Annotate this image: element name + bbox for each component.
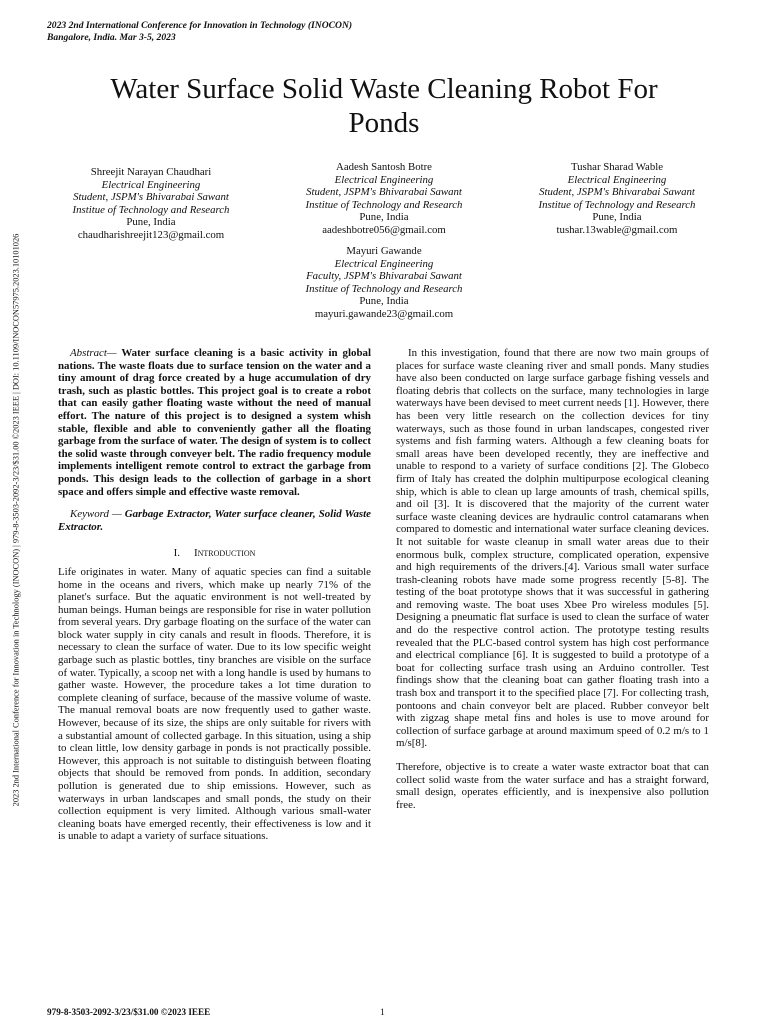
author-city: Pune, India: [359, 211, 409, 224]
section-title: Introduction: [193, 547, 256, 560]
author-affiliation: Student, JSPM's Bhivarabai Sawant: [539, 186, 695, 199]
author-institute: Institue of Technology and Research: [538, 198, 696, 211]
abstract-text: Water surface cleaning is a basic activity in global nations. The waste floats due to surface tension on the water and a tiny amount of drag force created by a huge accumulation of dry trash, such as plastic bottles. This project goal is to create a robot that can easily gather floating waste without the need of manual effort. The nature of this project is to designed a system whish stable, flexible and able to conveniently gather all the floating garbage from the surface of water. The design of system is to collect the solid waste through conveyer belt. The radio frequency module implements intelligent remote control to extract the garbage from ponds. This design leads to the collection of garbage in a short space and offers simple and effective waste removal.: [58, 347, 371, 498]
keywords-label: Keyword —: [70, 508, 122, 521]
author-institute: Institue of Technology and Research: [72, 203, 230, 216]
author-affiliation: Student, JSPM's Bhivarabai Sawant: [73, 191, 229, 204]
abstract-label: Abstract—: [70, 347, 117, 359]
author-email[interactable]: mayuri.gawande23@gmail.com: [314, 307, 454, 320]
side-identifier: [8, 200, 24, 840]
keywords-text: Garbage Extractor, Water surface cleaner, Solid Waste Extractor.: [58, 508, 371, 533]
keywords: [58, 508, 371, 533]
conference-header: [47, 20, 352, 44]
author-name: Shreejit Narayan Chaudhari: [90, 166, 212, 178]
page-number: 1: [380, 1007, 385, 1018]
author-dept: Electrical Engineering: [567, 173, 667, 186]
paper-title: [60, 72, 708, 140]
author-affiliation: Faculty, JSPM's Bhivarabai Sawant: [306, 270, 462, 283]
author-institute: Institue of Technology and Research: [305, 282, 463, 295]
author-block-1: [47, 166, 255, 242]
author-dept: Electrical Engineering: [101, 178, 201, 191]
author-email[interactable]: chaudharishreejit123@gmail.com: [77, 228, 225, 241]
intro-paragraph: Life originates in water. Many of aquatic species can find a suitable home in the oceans and rivers, which make up nearly 71% of the planet's surface. But the aquatic environment is not well-treated by human beings. Human beings are responsible for rise in water pollution from several years. Dry garbage floating on the surface of the water can block water supply in city canals and result in floods. Therefore, it is necessary to clean the surface of water. Due to its low specific weight garbage such as plastic bottles, tiny branches are visible on the surface of water. Typically, a scoop net with a long handle is used by humans to gather waste. However, the procedure takes a lot time duration to complete cleaning of surface, because of the massive volume of waste. The manual removal boats are now frequently used to gather waste. However, because of its size, the ships are only suitable for rivers with a substantial amount of collected garbage. In this situation, using a ship to clean little, low density garbage in ponds is not practically possible. However, this approach is not suitable to distinguish between floating objects that should be removed from ponds. In addition, secondary pollution is generated due to ship emissions. However, such as waterways in urban landscapes and small ponds, the study on their collection equipment is very limited. Although various small-water cleaning boats have emerged recently, their effectiveness is low and it is unable to adapt a variety of surface situations.: [58, 565, 371, 843]
abstract: [58, 347, 371, 498]
author-city: Pune, India: [359, 295, 409, 308]
conference-name: 2023 2nd International Conference for Innovation in Technology (INOCON): [47, 20, 353, 31]
author-dept: Electrical Engineering: [334, 257, 434, 270]
title-line-1: Water Surface Solid Waste Cleaning Robot For: [110, 73, 658, 105]
author-email[interactable]: aadeshbotre056@gmail.com: [322, 223, 446, 236]
author-name: Tushar Sharad Wable: [570, 161, 664, 173]
author-name: Aadesh Santosh Botre: [336, 161, 432, 173]
author-email[interactable]: tushar.13wable@gmail.com: [556, 223, 678, 236]
author-city: Pune, India: [126, 216, 176, 229]
author-block-2: [280, 161, 488, 237]
author-name: Mayuri Gawande: [346, 245, 422, 257]
author-institute: Institue of Technology and Research: [305, 198, 463, 211]
doi-line: 2023 2nd International Conference for Innovation in Technology (INOCON) | 979-8-3503-2092-3/23/$31.00 ©2023 IEEE | DOI: 10.1109/INOCON57975.2023.10101026: [11, 233, 21, 807]
body-paragraph: In this investigation, found that there are now two main groups of places for surface waste cleaning river and small ponds. Many studies have also been conducted on large surface garbage fishing vessels and floating debris that collects on the surface, many technologies in large waterways have been devised to meet current needs [1]. However, there has been very little research on the collection devices for tiny waterways, such as those found in urban landscapes, congested river systems and fish farming waters. Although a few cleaning boats for small areas have been developed recently, they are ineffective and unable to respond to a variety of surface conditions [2]. The Globeco firm of Italy has created the dolphin multipurpose ecological cleaning ship, which is able to clean up large amounts of trash, chemical spills, and oil [3]. It is discovered that the majority of the current water surface waste cleaning devices are hydraulic control catamarans when compared to domestic and international water surface cleaning devices. It not suitable for waste cleanup in small water areas due to their enormous bulk, complex structure, complicated operation, expensive and high requirements of the drivers.[4]. Various small water surface trash-cleaning robots have made some progress recently [5-8]. The testing of the boat prototype shows that it was successful in gathering and removing waste. The boat uses Xbee Pro wireless modules [5]. Designing a pneumatic flat surface is used to clean the surface of water and do the respective control action. The prototype testing results revealed that the PLC-based control system has high cost performance and electrical compliance [6]. It is suggested to build a prototype of a boat for collecting surface trash using an Arduino controller. Test findings show that the cleaning boat can gather floating trash into a trash box and transport it to the specified place [7]. For collecting trash, pontoons and chain conveyor belt are placed. Rubber conveyor belt with zigzag shape metal fins and holes is use to move around for collection of surface garbage at around maximum speed of 0.2 m/s to 1 m/s[8].: [396, 347, 709, 750]
author-affiliation: Student, JSPM's Bhivarabai Sawant: [306, 186, 462, 199]
objective-paragraph: Therefore, objective is to create a water waste extractor boat that can collect solid waste from the water surface and has a straight forward, small design, operates efficiently, and is inexpensive also pollution free.: [396, 761, 709, 811]
conference-location: Bangalore, India. Mar 3-5, 2023: [47, 32, 176, 43]
footer-copyright: 979-8-3503-2092-3/23/$31.00 ©2023 IEEE: [47, 1007, 211, 1017]
left-column: [58, 347, 371, 843]
author-block-4: [280, 245, 488, 321]
author-block-3: [513, 161, 721, 237]
section-number: I.: [173, 547, 180, 560]
author-dept: Electrical Engineering: [334, 173, 434, 186]
title-line-2: Ponds: [348, 107, 420, 139]
author-city: Pune, India: [592, 211, 642, 224]
right-column: [396, 347, 709, 811]
section-heading: [58, 547, 371, 560]
